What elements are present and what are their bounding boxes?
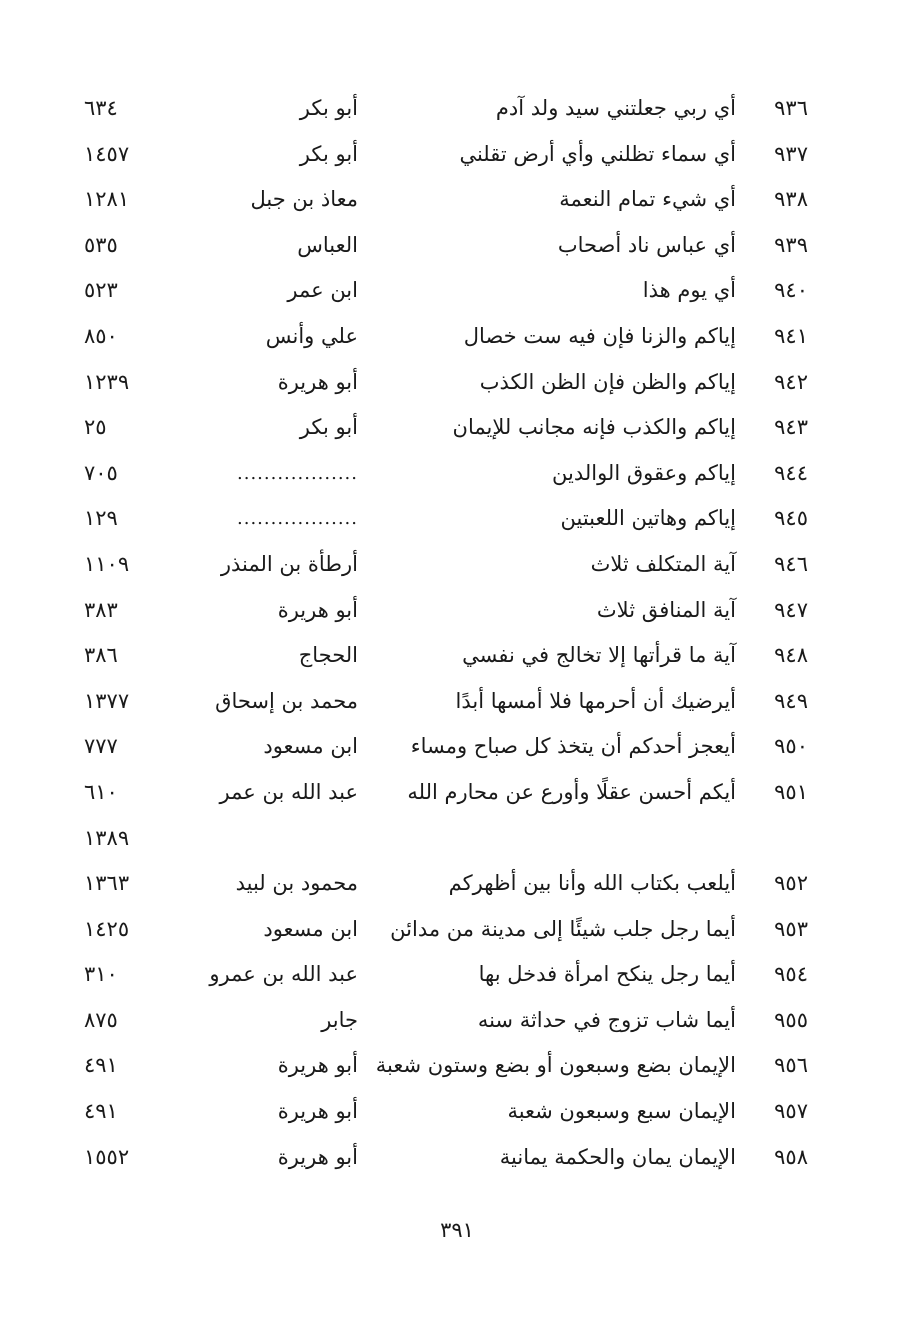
entry-number: ٩٤١: [774, 323, 808, 348]
hadith-text: إياكم وهاتين اللعبتين: [560, 506, 736, 531]
page-reference: ١٢٩: [84, 506, 118, 531]
hadith-text: أي يوم هذا: [642, 278, 736, 303]
entry-number: ٩٤٣: [774, 415, 808, 440]
narrator: [158, 816, 358, 862]
narrator: أبو بكر: [299, 141, 358, 166]
entry-number: ٩٥٣: [774, 916, 808, 941]
narrator: جابر: [321, 1007, 358, 1032]
narrator: ..................: [237, 508, 358, 530]
index-entry: [0, 451, 914, 497]
entry-number: ٩٣٨: [774, 187, 808, 212]
entry-number: ٩٤٥: [774, 506, 808, 531]
narrator: ابن مسعود: [263, 916, 358, 941]
narrator: العباس: [297, 232, 358, 257]
index-entry: [0, 268, 914, 314]
narrator: ابن مسعود: [263, 734, 358, 759]
entry-number: [750, 816, 808, 862]
index-entry: [0, 1089, 914, 1135]
narrator: محمود بن لبيد: [235, 871, 358, 896]
hadith-text: أيلعب بكتاب الله وأنا بين أظهركم: [448, 871, 736, 896]
page-reference: ٤٩١: [84, 1099, 118, 1124]
index-entry: [0, 360, 914, 406]
narrator: أبو هريرة: [277, 1099, 358, 1124]
index-entry: [0, 314, 914, 360]
entry-number: ٩٣٧: [774, 141, 808, 166]
entry-number: ٩٥٥: [774, 1007, 808, 1032]
page-reference: ٦١٠: [84, 779, 118, 804]
entry-number: ٩٤٢: [774, 369, 808, 394]
hadith-text: أيما رجل ينكح امرأة فدخل بها: [478, 962, 736, 987]
hadith-text: أي ربي جعلتني سيد ولد آدم: [495, 96, 736, 120]
hadith-text: أيما شاب تزوج في حداثة سنه: [477, 1007, 736, 1032]
page-reference: ٨٧٥: [84, 1007, 118, 1032]
hadith-text: آية المتكلف ثلاث: [590, 551, 736, 576]
page-reference: ١٢٣٩: [84, 369, 130, 394]
hadith-text: الإيمان يمان والحكمة يمانية: [499, 1144, 736, 1169]
hadith-text: إياكم والزنا فإن فيه ست خصال: [463, 323, 736, 348]
index-entry: [0, 1135, 914, 1181]
narrator: أبو هريرة: [277, 1053, 358, 1078]
hadith-text: أي شيء تمام النعمة: [559, 187, 736, 212]
page-reference: ١٣٨٩: [84, 825, 130, 850]
index-entry: [0, 998, 914, 1044]
narrator: أبو بكر: [299, 415, 358, 440]
entry-number: ٩٥٨: [774, 1144, 808, 1169]
index-entry: [0, 177, 914, 223]
index-entry: [0, 405, 914, 451]
entry-number: ٩٣٩: [774, 232, 808, 257]
index-entry: [0, 907, 914, 953]
entry-number: ٩٤٦: [774, 551, 808, 576]
page-reference: ٦٣٤: [84, 96, 118, 120]
index-entry: [0, 633, 914, 679]
page-reference: ٧٧٧: [84, 734, 118, 759]
page-reference: ٨٥٠: [84, 323, 118, 348]
index-entry: [0, 132, 914, 178]
hadith-index-list: [0, 86, 914, 1180]
index-entry: [0, 86, 914, 132]
narrator: أبو هريرة: [277, 1144, 358, 1169]
entry-number: ٩٣٦: [774, 96, 808, 120]
hadith-text: أيما رجل جلب شيئًا إلى مدينة من مدائن: [390, 916, 736, 941]
entry-number: ٩٤٧: [774, 597, 808, 622]
index-entry: [0, 1043, 914, 1089]
narrator: ..................: [237, 462, 358, 484]
narrator: أبو هريرة: [277, 369, 358, 394]
hadith-text: آية المنافق ثلاث: [596, 597, 736, 622]
entry-number: ٩٤٠: [774, 278, 808, 303]
hadith-text: آية ما قرأتها إلا تخالج في نفسي: [462, 643, 736, 668]
index-entry: [0, 542, 914, 588]
page-reference: ٣٨٣: [84, 597, 118, 622]
hadith-text: الإيمان بضع وسبعون أو بضع وستون شعبة: [375, 1053, 736, 1078]
page-reference: ٤٩١: [84, 1053, 118, 1078]
hadith-text: أيكم أحسن عقلًا وأورع عن محارم الله: [407, 779, 736, 804]
page-reference: ٢٥: [84, 415, 107, 440]
page-number: ٣٩١: [440, 1218, 474, 1242]
index-entry: [0, 588, 914, 634]
page-reference: ١١٠٩: [84, 551, 130, 576]
narrator: الحجاج: [298, 643, 358, 668]
page-reference: ٧٠٥: [84, 460, 118, 485]
entry-number: ٩٤٩: [774, 688, 808, 713]
index-entry: [0, 724, 914, 770]
narrator: عبد الله بن عمر: [219, 779, 358, 804]
entry-number: ٩٥٢: [774, 871, 808, 896]
page-reference: ١٣٦٣: [84, 871, 130, 896]
index-entry: [0, 223, 914, 269]
hadith-text: [356, 816, 736, 862]
narrator: عبد الله بن عمرو: [209, 962, 358, 987]
entry-number: ٩٥٦: [774, 1053, 808, 1078]
page-reference: ١٤٢٥: [84, 916, 130, 941]
entry-number: ٩٥٧: [774, 1099, 808, 1124]
page-reference: ٣١٠: [84, 962, 118, 987]
hadith-text: أيعجز أحدكم أن يتخذ كل صباح ومساء: [410, 734, 736, 759]
hadith-text: الإيمان سبع وسبعون شعبة: [507, 1099, 736, 1124]
hadith-text: أيرضيك أن أحرمها فلا أمسها أبدًا: [455, 688, 736, 713]
page-reference: ١٣٧٧: [84, 688, 130, 713]
index-entry: [0, 496, 914, 542]
narrator: ابن عمر: [287, 278, 358, 303]
entry-number: ٩٤٤: [774, 460, 808, 485]
narrator: أبو بكر: [299, 96, 358, 120]
index-entry: [0, 952, 914, 998]
narrator: محمد بن إسحاق: [215, 688, 358, 713]
narrator: علي وأنس: [265, 323, 358, 348]
entry-number: ٩٥٤: [774, 962, 808, 987]
entry-number: ٩٥٠: [774, 734, 808, 759]
hadith-text: إياكم وعقوق الوالدين: [551, 460, 736, 485]
page-reference: ٣٨٦: [84, 643, 118, 668]
hadith-text: أي عباس ناد أصحاب: [557, 232, 736, 257]
page-reference: ٥٢٣: [84, 278, 118, 303]
narrator: أبو هريرة: [277, 597, 358, 622]
narrator: أرطأة بن المنذر: [220, 551, 358, 576]
hadith-text: أي سماء تظلني وأي أرض تقلني: [459, 141, 736, 166]
entry-number: ٩٤٨: [774, 643, 808, 668]
entry-number: ٩٥١: [774, 779, 808, 804]
hadith-text: إياكم والظن فإن الظن الكذب: [479, 369, 736, 394]
page-reference: ١٤٥٧: [84, 141, 130, 166]
index-entry: [0, 861, 914, 907]
index-entry: [0, 679, 914, 725]
index-entry: [0, 770, 914, 816]
narrator: معاذ بن جبل: [250, 187, 358, 212]
index-entry: [0, 816, 914, 862]
page-reference: ٥٣٥: [84, 232, 118, 257]
hadith-text: إياكم والكذب فإنه مجانب للإيمان: [452, 415, 736, 440]
page-reference: ١٢٨١: [84, 187, 130, 212]
page-reference: ١٥٥٢: [84, 1144, 130, 1169]
